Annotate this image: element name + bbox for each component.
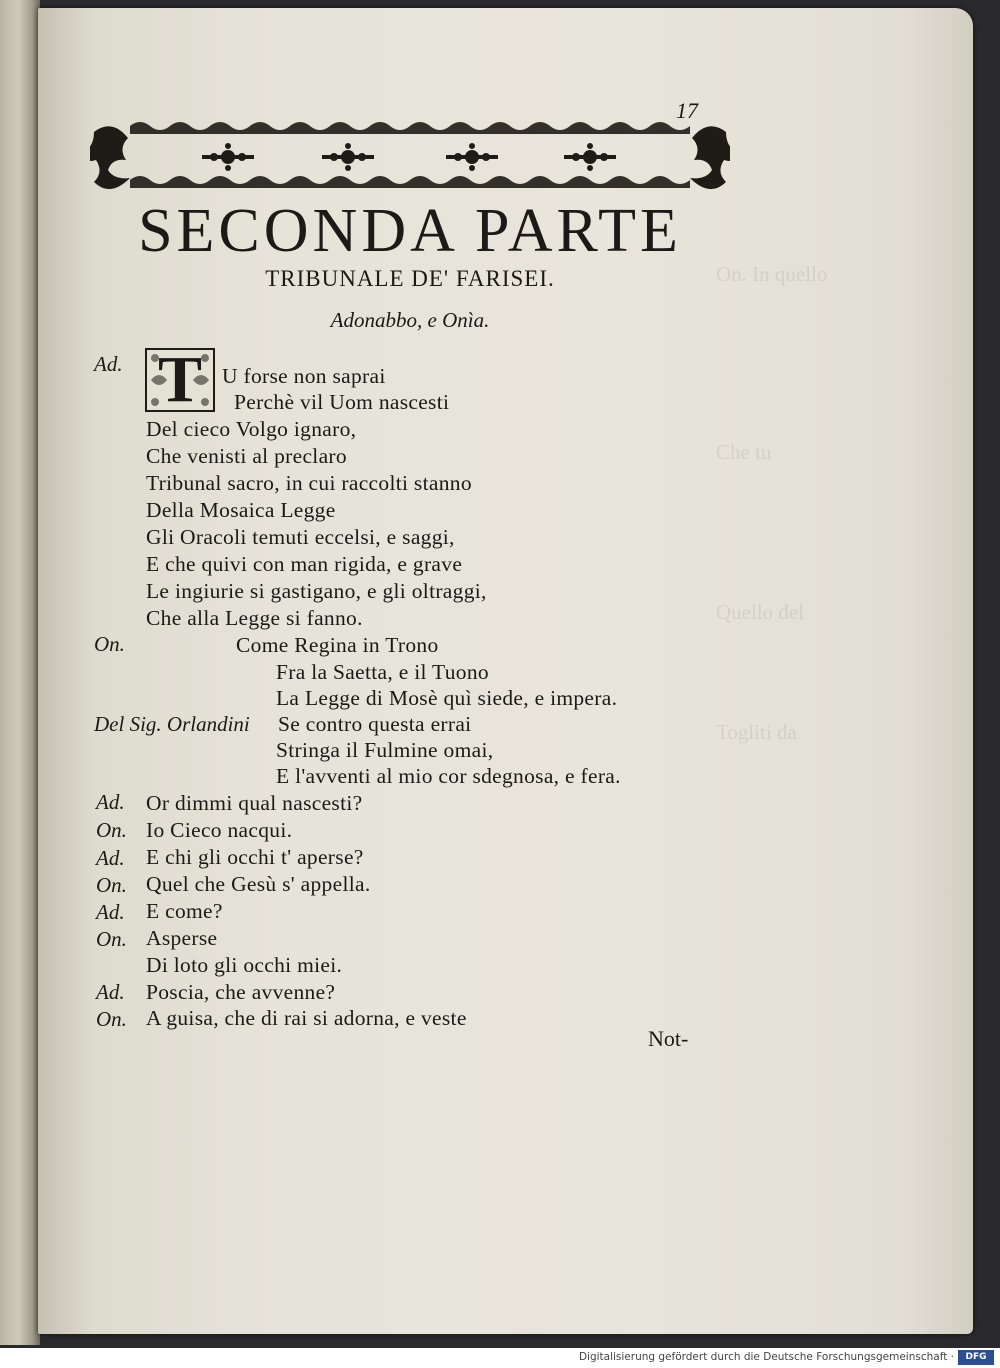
- verse-line: A guisa, che di rai si adorna, e veste: [146, 1006, 467, 1030]
- speaker-label: Del Sig. Orlandini: [94, 712, 250, 736]
- character-list: Adonabbo, e Onìa.: [330, 308, 490, 332]
- part-title: SECONDA PARTE: [138, 197, 682, 265]
- verse-line: Asperse: [146, 926, 218, 950]
- verse-line: Della Mosaica Legge: [146, 498, 336, 522]
- show-through: Togliti da: [716, 720, 797, 744]
- verse-line: Come Regina in Trono: [236, 633, 439, 657]
- drop-cap: [145, 343, 215, 416]
- verse-line: E che quivi con man rigida, e grave: [146, 552, 463, 576]
- show-through: Che tu: [716, 440, 772, 464]
- catchword: Not-: [648, 1026, 689, 1051]
- show-through: Quello del: [716, 600, 805, 624]
- show-through: On. In quello: [716, 262, 828, 286]
- verse-line: Perchè vil Uom nascesti: [234, 390, 450, 414]
- verse-line: Stringa il Fulmine omai,: [276, 738, 494, 762]
- verse-line: Le ingiurie si gastigano, e gli oltraggi,: [146, 579, 487, 603]
- speaker-label: Ad.: [96, 980, 125, 1004]
- scene-title: TRIBUNALE DE' FARISEI.: [265, 266, 555, 291]
- verse-line: Del cieco Volgo ignaro,: [146, 417, 357, 441]
- page-number: 17: [676, 98, 698, 123]
- speaker-label: On.: [94, 632, 125, 656]
- digitization-credit: Digitalisierung gefördert durch die Deutsche Forschungsgemeinschaft ·: [578, 1351, 954, 1363]
- verse-line: E l'avventi al mio cor sdegnosa, e fera.: [276, 764, 621, 788]
- speaker-label: Ad.: [94, 352, 123, 376]
- dfg-logo: DFG: [958, 1350, 994, 1365]
- verse-line: Se contro questa errai: [278, 712, 472, 736]
- headpiece-ornament: [90, 118, 730, 196]
- speaker-label: On.: [96, 873, 127, 897]
- verse-line: Quel che Gesù s' appella.: [146, 872, 371, 896]
- verse-line: Gli Oracoli temuti eccelsi, e saggi,: [146, 525, 455, 549]
- verse-line: Io Cieco nacqui.: [146, 818, 293, 842]
- book-spine: [0, 0, 40, 1345]
- speaker-label: On.: [96, 818, 127, 842]
- verse-line: Tribunal sacro, in cui raccolti stanno: [146, 471, 472, 495]
- drop-cap-letter: T: [157, 343, 203, 416]
- verse-line: E chi gli occhi t' aperse?: [146, 845, 364, 869]
- speaker-label: Ad.: [96, 900, 125, 924]
- verse-line: E come?: [146, 899, 223, 923]
- verse-line: La Legge di Mosè quì siede, e impera.: [276, 686, 618, 710]
- verse-line: Poscia, che avvenne?: [146, 980, 336, 1004]
- verse-line: Che venisti al preclaro: [146, 444, 347, 468]
- speaker-label: Ad.: [96, 846, 125, 870]
- verse-line: Fra la Saetta, e il Tuono: [276, 660, 489, 684]
- verse-line: Or dimmi qual nascesti?: [146, 791, 363, 815]
- verse-line: Di loto gli occhi miei.: [146, 953, 343, 977]
- verse-line: Che alla Legge si fanno.: [146, 606, 363, 630]
- verse-line: U forse non saprai: [222, 364, 386, 388]
- speaker-label: Ad.: [96, 790, 125, 814]
- speaker-label: On.: [96, 927, 127, 951]
- speaker-label: On.: [96, 1007, 127, 1031]
